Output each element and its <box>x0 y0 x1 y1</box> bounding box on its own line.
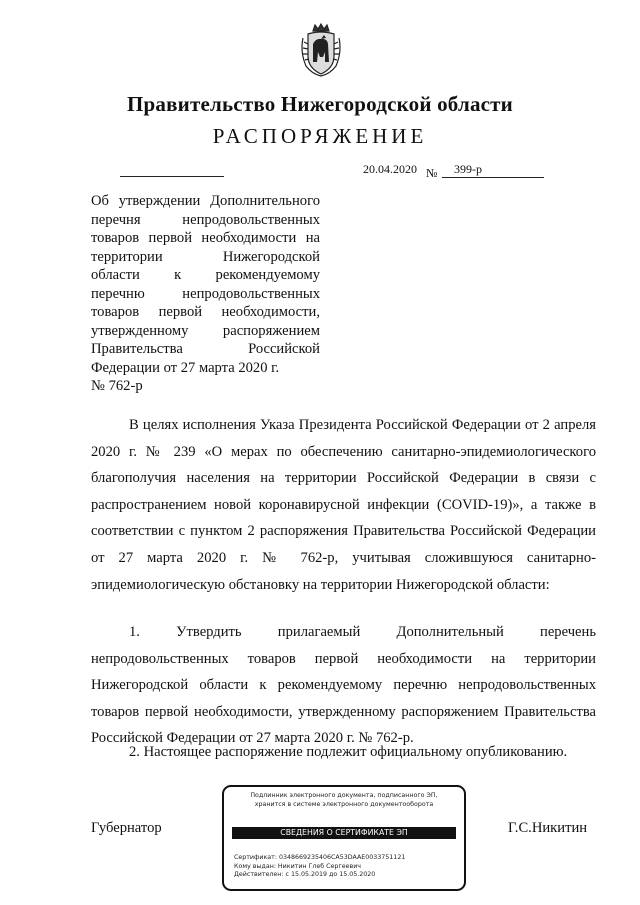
body-paragraph-preamble: В целях исполнения Указа Президента Российской Федерации от 2 апреля 2020 г. № 239 «О мерах по обеспечению санитарно-эпидемиологического благополучия населения на территории Российской Федерации в связи с распространением новой коронавирусной инфекции (COVID-19)», а также в соответствии с пунктом 2 распоряжения Правительства Российской Федерации от 27 марта 2020 г. № 762-р, учитывая сложившуюся санитарно-эпидемиологическую обстановку на территории Нижегородской области: <box>91 417 596 593</box>
signatory-name: Г.С.Никитин <box>508 820 588 836</box>
subject-line: области к рекомендуемому <box>91 267 320 283</box>
certificate-validity: Действителен: с 15.05.2019 до 15.05.2020 <box>234 871 376 879</box>
number-sign: № <box>426 166 438 180</box>
document-type: РАСПОРЯЖЕНИЕ <box>212 124 428 148</box>
body-paragraph-item-2: 2. Настоящее распоряжение подлежит официальному опубликованию. <box>129 744 568 760</box>
body-paragraph-item-1: 1. Утвердить прилагаемый Дополнительный перечень непродовольственных товаров первой необходимости на территории Нижегородской области к рекомендуемому перечню непродовольственных товаров первой необходимости, утвержденному распоряжением Правительства Российской Федерации от 27 марта 2020 г. № 762-р. <box>91 624 596 747</box>
certificate-serial: Сертификат: 0348669235406CA53DAAE0033751121 <box>234 854 406 861</box>
certificate-owner: Кому выдан: Никитин Глеб Сергеевич <box>234 862 362 870</box>
document-number: 399-р <box>454 162 482 176</box>
government-title: Правительство Нижегородской области <box>127 92 513 116</box>
subject-line: утвержденному распоряжением <box>91 322 320 339</box>
electronic-signature-stamp <box>222 785 466 891</box>
stamp-note-line: Подлинник электронного документа, подписанного ЭП, <box>250 792 438 799</box>
subject-line: товаров первой необходимости, <box>91 304 320 320</box>
subject-line: перечню непродовольственных <box>91 285 320 302</box>
stamp-note <box>224 792 464 809</box>
subject-line: Об утверждении Дополнительного <box>91 193 320 209</box>
subject-line: товаров первой необходимости на <box>91 230 320 246</box>
subject-line: территории Нижегородской <box>91 248 320 265</box>
subject-line: № 762-р <box>91 378 143 394</box>
subject-line: Федерации от 27 марта 2020 г. <box>91 359 280 376</box>
stamp-details <box>234 854 405 880</box>
stamp-note-line: хранится в системе электронного документооборота <box>254 800 434 808</box>
blank-date-line <box>120 176 224 177</box>
document-subject <box>91 192 320 396</box>
coat-of-arms-icon <box>298 22 344 78</box>
signatory-position: Губернатор <box>91 820 162 836</box>
subject-line: Правительства Российской <box>91 341 320 357</box>
number-underline <box>442 177 544 178</box>
stamp-title: СВЕДЕНИЯ О СЕРТИФИКАТЕ ЭП <box>232 827 456 839</box>
document-date: 20.04.2020 <box>363 162 417 176</box>
subject-line: перечня непродовольственных <box>91 211 320 228</box>
